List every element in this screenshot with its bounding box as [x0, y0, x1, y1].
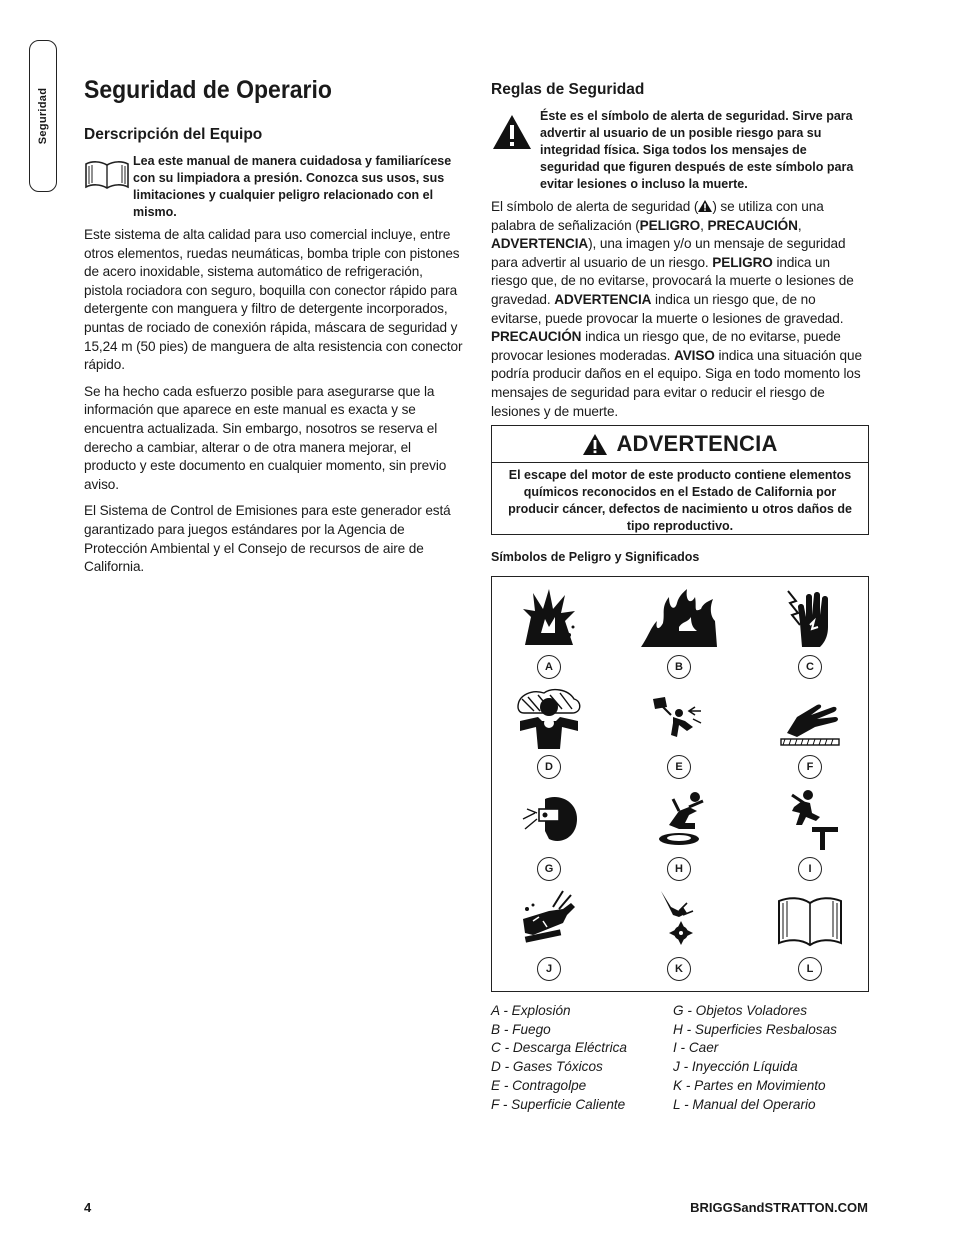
symbol-a — [499, 587, 599, 679]
electric-shock-icon — [780, 587, 840, 649]
page-title: Seguridad de Operario — [84, 76, 332, 104]
symbol-f — [760, 687, 860, 779]
flying-objects-icon — [519, 789, 579, 851]
legend-item: B - Fuego — [491, 1021, 551, 1037]
symbol-c — [760, 587, 860, 679]
symbols-legend-left — [491, 1002, 627, 1114]
symbol-letter: E — [667, 755, 691, 779]
symbol-e — [629, 687, 729, 779]
fire-icon — [639, 587, 719, 649]
slippery-surface-icon — [649, 789, 709, 851]
section-tab — [29, 40, 57, 192]
symbol-letter: A — [537, 655, 561, 679]
page-number: 4 — [84, 1200, 92, 1215]
warning-box — [491, 425, 869, 535]
legend-item: K - Partes en Movimiento — [673, 1077, 826, 1093]
symbol-j — [499, 889, 599, 981]
explosion-icon — [519, 587, 579, 649]
symbol-letter: L — [798, 957, 822, 981]
warning-text: El escape del motor de este producto contiene elementos químicos reconocidos en el Estado de California por producir cáncer, defectos de nacimiento u otros daños de tipo reproductivo. — [508, 468, 852, 533]
hot-surface-icon — [777, 687, 843, 749]
symbol-b — [629, 587, 729, 679]
symbol-letter: J — [537, 957, 561, 981]
symbol-letter: C — [798, 655, 822, 679]
symbol-k — [629, 889, 729, 981]
symbol-letter: G — [537, 857, 561, 881]
legend-item: H - Superficies Resbalosas — [673, 1021, 837, 1037]
warning-header — [492, 426, 868, 463]
signal-words-paragraph: El símbolo de alerta de seguridad ( ) se utiliza con una palabra de señalización (PELIGRO, PRECAUCIÓN, ADVERTENCIA), una imagen y/o un mensaje de seguridad para advertir al usuario de un riesgo. PELIGRO indica un riesgo que, de no evitarse, provocará la muerte o lesiones de gravedad. ADVERTENCIA indica un riesgo que, de no evitarse, puede provocar la muerte o lesiones de gravedad. PRECAUCIÓN indica un riesgo que, de no evitarse, puede provocar lesiones moderadas. AVISO indica una situación que podría producir daños en el equipo. Siga en todo momento los mensajes de seguridad para evitar o reducir el riesgo de lesiones y de muerte. — [491, 199, 862, 419]
symbol-h — [629, 789, 729, 881]
legend-item: D - Gases Tóxicos — [491, 1059, 603, 1075]
manual-note: Lea este manual de manera cuidadosa y familiarícese con su limpiadora a presión. Conozca sus usos, sus limitaciones y cualquier peligro relacionado con el mismo. — [133, 154, 452, 219]
symbol-g — [499, 789, 599, 881]
safety-rules-heading: Reglas de Seguridad — [491, 81, 645, 98]
legend-item: I - Caer — [673, 1040, 719, 1056]
paragraph-features: Este sistema de alta calidad para uso comercial incluye, entre otros elementos, ruedas neumáticas, bomba triple con pistones de acero inoxidable, sistema automático de refrigeración, pistola rociadora con seguro, boquilla con conector rápido para detergente con manguera y filtro de detergente incorporados, puntas de rociado de conexión rápida, máscara de seguridad y 15,24 m (50 pies) de manguera de alta resistencia con conector rápido. — [84, 227, 463, 373]
manual-book-icon — [84, 160, 130, 190]
alert-note: Éste es el símbolo de alerta de seguridad. Sirve para advertir al usuario de un posible riesgo para su integridad física. Siga todos los mensajes de seguridad que figuren después de este símbolo para evitar lesiones o incluso la muerte. — [540, 109, 854, 191]
legend-item: A - Explosión — [491, 1003, 571, 1018]
inline-alert-icon — [698, 200, 712, 212]
legend-item: G - Objetos Voladores — [673, 1003, 807, 1018]
fall-icon — [780, 789, 840, 851]
section-tab-label: Seguridad — [37, 87, 49, 145]
symbols-legend-right — [673, 1002, 837, 1114]
symbol-i — [760, 789, 860, 881]
symbol-letter: D — [537, 755, 561, 779]
safety-alert-icon — [491, 113, 533, 151]
legend-item: J - Inyección Líquida — [673, 1059, 798, 1075]
warning-word: ADVERTENCIA — [616, 431, 778, 456]
legend-item: E - Contragolpe — [491, 1077, 587, 1093]
symbol-letter: K — [667, 957, 691, 981]
hazard-symbols-grid — [491, 576, 869, 992]
symbol-letter: B — [667, 655, 691, 679]
symbol-letter: I — [798, 857, 822, 881]
paragraph-disclaimer: Se ha hecho cada esfuerzo posible para asegurarse que la información que aparece en este manual es exacta y se encuentra actualizada. Sin embargo, nosotros se reserva el derecho a cambiar, alterar o de otra manera mejorar, el producto y este documento en cualquier momento, sin previo aviso. — [84, 383, 447, 492]
operator-manual-icon — [775, 889, 845, 951]
paragraph-emissions: El Sistema de Control de Emisiones para este generador está garantizado para juegos estándares por la Agencia de Protección Ambiental y el Consejo de recursos de aire de California. — [84, 503, 451, 575]
symbol-letter: H — [667, 857, 691, 881]
legend-item: F - Superficie Caliente — [491, 1096, 626, 1112]
equipment-description — [84, 226, 464, 585]
symbol-letter: F — [798, 755, 822, 779]
fluid-injection-icon — [519, 889, 579, 951]
symbol-l — [760, 889, 860, 981]
moving-parts-icon — [649, 889, 709, 951]
symbol-d — [499, 687, 599, 779]
toxic-fumes-icon — [514, 687, 584, 749]
warning-alert-icon — [582, 433, 608, 456]
kickback-icon — [649, 687, 709, 749]
legend-item: L - Manual del Operario — [673, 1096, 816, 1112]
legend-item: C - Descarga Eléctrica — [491, 1040, 627, 1056]
symbols-caption: Símbolos de Peligro y Significados — [491, 550, 700, 564]
footer-website: BRIGGSandSTRATTON.COM — [690, 1200, 868, 1215]
equipment-heading: Derscripción del Equipo — [84, 126, 263, 143]
